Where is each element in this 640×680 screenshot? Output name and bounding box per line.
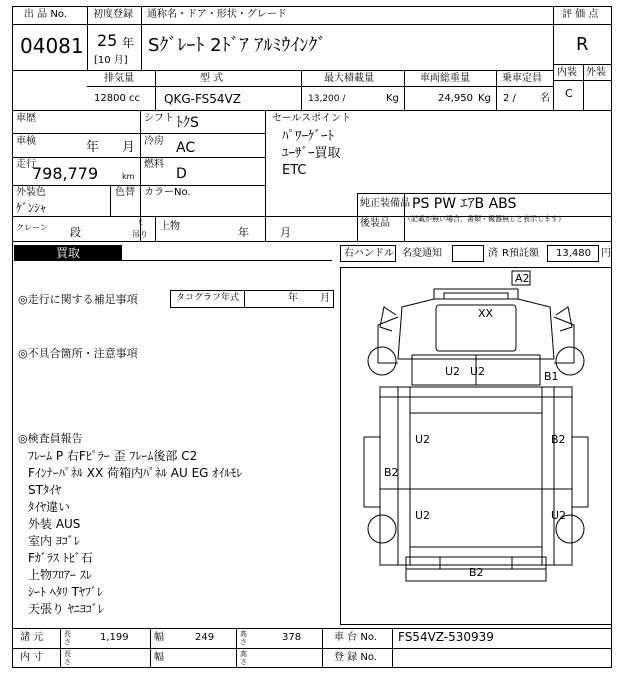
upper-body-month-unit: 月 bbox=[280, 226, 291, 239]
sales-point-item: ﾊﾟﾜｰｹﾞｰﾄ bbox=[282, 129, 334, 144]
divider bbox=[12, 110, 612, 111]
name-change-label: 名変通知 bbox=[402, 248, 442, 259]
damage-mark-b2-side-left: B2 bbox=[384, 466, 399, 479]
divider bbox=[404, 70, 405, 110]
lot-number: 04081 bbox=[20, 34, 84, 58]
divider bbox=[553, 6, 554, 110]
inspector-report-item: ﾌﾚｰﾑ P 右Fﾋﾟﾗｰ 歪 ﾌﾚｰﾑ後部 C2 bbox=[28, 449, 198, 463]
tachograph-year-unit: 年 bbox=[288, 293, 298, 304]
inspector-report-item: STﾀｲﾔ bbox=[28, 483, 61, 497]
color-number-label: カラーNo. bbox=[144, 187, 191, 198]
divider bbox=[496, 70, 497, 110]
crane-lift-unit: 吊り bbox=[132, 230, 148, 239]
width-label: 幅 bbox=[154, 632, 164, 643]
chassis-value: FS54VZ-530939 bbox=[398, 630, 494, 644]
shift-value: ﾄｸS bbox=[176, 115, 199, 131]
registration-year: 25 bbox=[97, 31, 118, 50]
cab-roof bbox=[444, 293, 508, 299]
chassis-label: 車 台 No. bbox=[334, 632, 377, 643]
front-left-wheel bbox=[368, 347, 396, 375]
gross-weight-unit: Kg bbox=[478, 93, 491, 104]
divider bbox=[12, 70, 553, 71]
damage-mark-xx: XX bbox=[478, 307, 494, 320]
mileage-label: 走行 bbox=[16, 159, 36, 170]
width-value: 249 bbox=[195, 632, 215, 643]
upper-body-label: 上物 bbox=[160, 221, 180, 232]
divider bbox=[553, 80, 612, 81]
max-load-value: 13,200 / bbox=[308, 94, 346, 104]
divider bbox=[87, 24, 553, 25]
damage-mark-u2-left: U2 bbox=[445, 365, 461, 378]
inspector-report-item: 室内 ﾖｺﾞﾚ bbox=[28, 534, 80, 548]
crane-ton-unit: t bbox=[139, 218, 143, 227]
windshield bbox=[436, 305, 516, 351]
equipment-value: PS PW ｴｱB ABS bbox=[412, 196, 517, 212]
inspector-report-item: 天張り ﾔﾆﾖｺﾞﾚ bbox=[28, 602, 104, 616]
mileage-unit: km bbox=[122, 172, 135, 181]
divider bbox=[357, 193, 612, 194]
recycle-value: 13,480 bbox=[556, 248, 591, 259]
divider bbox=[87, 6, 88, 70]
inspector-report-item: ｼｰﾄ ﾍﾀﾘ Tﾔﾌﾞﾚ bbox=[28, 585, 103, 599]
aftermarket-label: 後装品 bbox=[360, 218, 390, 229]
inspection-year-unit: 年 bbox=[86, 140, 100, 155]
inner-dimensions-label: 内 寸 bbox=[20, 652, 44, 663]
divider bbox=[141, 6, 142, 70]
inspector-report-item: Fｶﾞﾗｽ ﾄﾋﾞ石 bbox=[28, 551, 93, 565]
divider bbox=[155, 70, 156, 110]
inspector-report-label: ◎検査員報告 bbox=[18, 432, 83, 445]
aftermarket-note: （記載が無い場合，書類・機器無しと表示します） bbox=[404, 215, 565, 223]
divider bbox=[12, 185, 265, 186]
exterior-grade-label: 外装 bbox=[586, 67, 606, 78]
capacity-label: 乗車定員 bbox=[502, 73, 542, 84]
height-value: 378 bbox=[282, 632, 302, 643]
length-label: 長さ bbox=[64, 630, 71, 646]
damage-mark-a2: A2 bbox=[515, 272, 530, 285]
inner-length-label: 長さ bbox=[64, 650, 71, 666]
tachograph-month-unit: 月 bbox=[320, 293, 330, 304]
interior-grade-value: C bbox=[565, 87, 573, 100]
divider bbox=[122, 260, 332, 261]
body-right-panel bbox=[542, 387, 554, 565]
divider bbox=[12, 241, 612, 242]
cab-roof-visor bbox=[434, 289, 518, 299]
fuel-value: D bbox=[176, 166, 187, 182]
color-change-label: 色替 bbox=[115, 187, 135, 198]
body-left-panel bbox=[398, 387, 410, 565]
defects-label: ◎不具合箇所・注意事項 bbox=[18, 347, 138, 360]
equipment-label: 純正装備品 bbox=[360, 198, 410, 209]
divider bbox=[12, 628, 612, 629]
divider bbox=[12, 24, 87, 25]
gross-weight-value: 24,950 bbox=[438, 93, 473, 104]
capacity-value: 2 / bbox=[503, 93, 516, 104]
damage-mark-b2-rear: B2 bbox=[469, 566, 484, 579]
cargo-box bbox=[380, 387, 572, 565]
capacity-unit: 名 bbox=[540, 93, 550, 104]
height-label: 高さ bbox=[240, 630, 247, 646]
inspection-label: 車検 bbox=[16, 136, 36, 147]
divider bbox=[392, 628, 393, 668]
grade-value: R bbox=[576, 34, 589, 55]
divider bbox=[110, 185, 111, 216]
interior-grade-label: 内装 bbox=[557, 67, 577, 78]
grade-label: 評 価 点 bbox=[562, 9, 599, 20]
damage-mark-b1: B1 bbox=[544, 370, 559, 383]
divider bbox=[236, 628, 237, 668]
vehicle-name-label: 通称名・ドア・形状・グレード bbox=[147, 9, 287, 20]
gross-weight-label: 車両総重量 bbox=[420, 73, 470, 84]
divider bbox=[244, 290, 245, 308]
inspector-report-item: 外装 AUS bbox=[28, 517, 81, 531]
ac-label: 冷房 bbox=[144, 136, 164, 147]
divider bbox=[265, 110, 266, 241]
damage-mark-u2-rear-right: U2 bbox=[551, 509, 567, 522]
model-code-value: QKG-FS54VZ bbox=[164, 92, 241, 106]
crane-label: クレーン bbox=[16, 223, 48, 232]
inspection-month-unit: 月 bbox=[122, 140, 136, 155]
first-registration-label: 初度登録 bbox=[93, 9, 133, 20]
front-right-wheel bbox=[556, 347, 584, 375]
recycle-done-mark: 済 bbox=[488, 248, 498, 259]
color-label: 外装色 bbox=[16, 187, 46, 198]
displacement-value: 12800 cc bbox=[94, 93, 140, 104]
max-load-label: 最大積載量 bbox=[324, 73, 374, 84]
color-value: ｹﾞﾝｼｬ bbox=[16, 201, 47, 215]
sales-point-item: ETC bbox=[282, 163, 307, 178]
divider bbox=[155, 216, 156, 241]
inspector-report-item: Fｲﾝﾅｰﾊﾟﾈﾙ XX 荷箱内ﾊﾟﾈﾙ AU EG ｵｲﾙﾓﾚ bbox=[28, 466, 243, 480]
divider bbox=[553, 24, 612, 25]
divider bbox=[12, 133, 265, 134]
inner-width-label: 幅 bbox=[154, 652, 164, 663]
steering-value: 右ハンドル bbox=[344, 248, 394, 259]
divider bbox=[301, 70, 302, 110]
recycle-label: R預託額 bbox=[502, 248, 539, 259]
inner-height-label: 高さ bbox=[240, 650, 247, 666]
damage-mark-u2-rear-left: U2 bbox=[415, 509, 431, 522]
recycle-unit: 円 bbox=[601, 248, 611, 259]
divider bbox=[87, 86, 553, 87]
history-label: 車歴 bbox=[16, 113, 36, 124]
vehicle-name: Sｸﾞﾚｰﾄ 2ﾄﾞｱ ｱﾙﾐｳｲﾝｸﾞ bbox=[148, 35, 327, 56]
divider bbox=[357, 193, 358, 241]
shift-label: シフト bbox=[144, 113, 174, 124]
cab-outline bbox=[398, 299, 554, 359]
buy-banner bbox=[14, 245, 122, 261]
upper-body-year-unit: 年 bbox=[238, 226, 249, 239]
length-value: 1,199 bbox=[100, 632, 129, 643]
registration-month: [10 月] bbox=[94, 55, 128, 66]
buy-banner-label: 買取 bbox=[55, 246, 80, 260]
model-code-label: 型 式 bbox=[200, 73, 224, 84]
divider bbox=[322, 628, 323, 668]
tachograph-label: タコグラフ年式 bbox=[176, 293, 240, 303]
mileage-value: 798,779 bbox=[32, 164, 99, 183]
rear-left-wheel bbox=[368, 515, 396, 543]
crane-step-unit: 段 bbox=[70, 226, 81, 239]
inspector-report-item: ﾀｲﾔ違い bbox=[28, 500, 71, 514]
sales-points-title: セールスポイント bbox=[272, 113, 352, 124]
ac-value: AC bbox=[176, 140, 196, 156]
inspector-report-item: 上物ﾌﾛｱｰ ｽﾚ bbox=[28, 568, 92, 582]
lot-label: 出 品 No. bbox=[24, 9, 67, 20]
damage-mark-b2-side-right: B2 bbox=[551, 433, 566, 446]
name-change-box bbox=[452, 245, 484, 262]
displacement-label: 排気量 bbox=[104, 73, 134, 84]
driving-notes-label: ◎走行に関する補足事項 bbox=[18, 293, 138, 306]
divider bbox=[12, 157, 265, 158]
registration-no-label: 登 録 No. bbox=[334, 652, 377, 663]
divider bbox=[150, 628, 151, 668]
damage-mark-u2-right: U2 bbox=[470, 365, 486, 378]
inspector-report-list bbox=[28, 447, 242, 617]
dimensions-label: 諸 元 bbox=[20, 632, 44, 643]
damage-mark-u2-side-left: U2 bbox=[415, 433, 431, 446]
max-load-unit: Kg bbox=[386, 93, 399, 104]
sales-point-item: ﾕｰｻﾞｰ買取 bbox=[282, 146, 341, 161]
divider bbox=[583, 64, 584, 110]
fuel-label: 燃料 bbox=[144, 159, 164, 170]
registration-year-unit: 年 bbox=[122, 36, 135, 50]
divider bbox=[12, 648, 612, 649]
divider bbox=[60, 628, 61, 668]
